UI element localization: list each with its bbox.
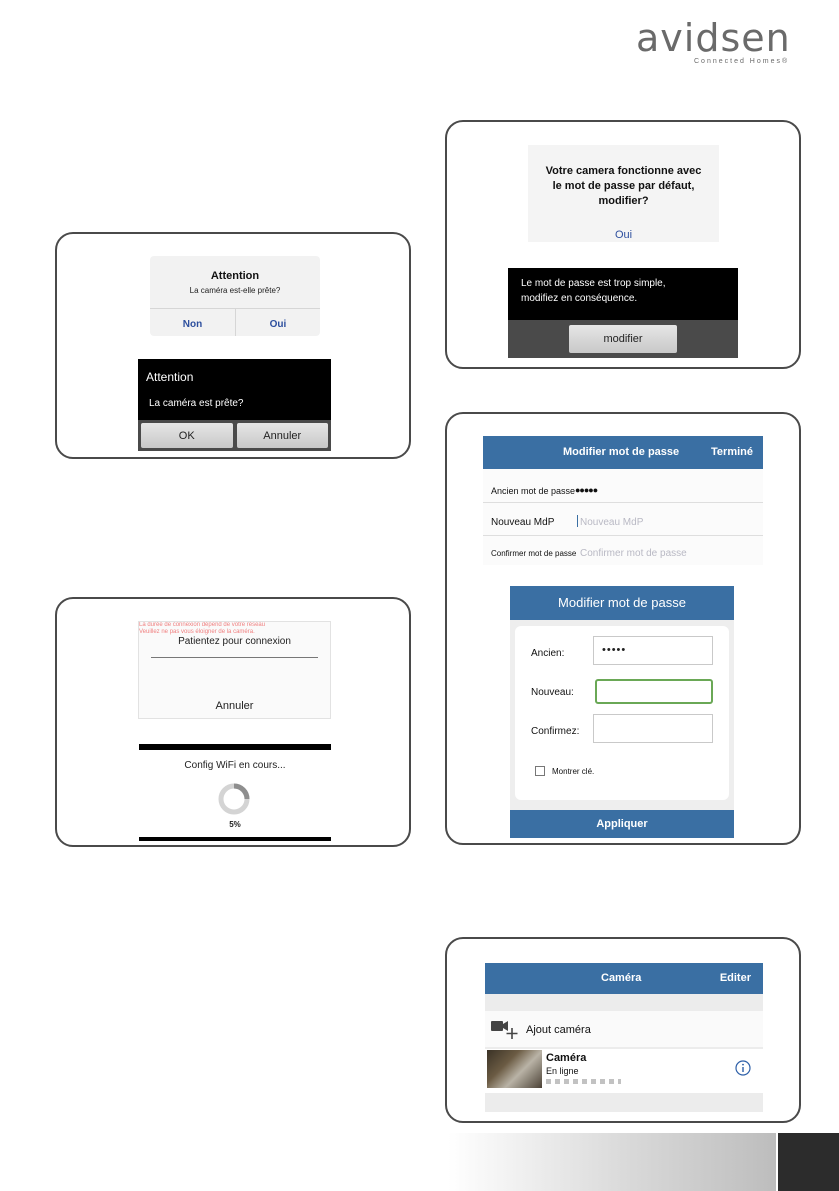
ios-connect-alert xyxy=(138,621,331,719)
ios-connect-faded-line-1: La durée de connexion dépend de votre réseau xyxy=(139,622,266,628)
camera-entry-row[interactable] xyxy=(485,1049,763,1093)
android-wifi-title: Config WiFi en cours... xyxy=(184,760,286,771)
android-old-pwd-label: Ancien: xyxy=(531,648,565,659)
brand-name: avidsen xyxy=(636,16,791,60)
spinner-icon xyxy=(217,782,251,816)
android-change-pwd-title: Modifier mot de passe xyxy=(558,595,686,610)
android-ready-ok-button[interactable]: OK xyxy=(141,423,233,448)
ios-connect-title: Patientez pour connexion xyxy=(178,636,291,647)
ios-connect-progress-line xyxy=(151,657,318,658)
ios-connect-cancel-button[interactable]: Annuler xyxy=(215,700,254,712)
ios-old-pwd-label: Ancien mot de passe xyxy=(491,486,576,496)
ios-new-pwd-input[interactable]: Nouveau MdP xyxy=(580,517,644,528)
ios-change-pwd-form xyxy=(483,469,763,565)
ios-change-pwd-title: Modifier mot de passe xyxy=(563,446,680,458)
android-default-pwd-dialog xyxy=(508,268,738,358)
ios-default-pwd-line-3: modifier? xyxy=(598,195,649,207)
ios-change-pwd-header xyxy=(483,436,763,469)
ios-ready-no-button[interactable]: Non xyxy=(182,319,203,330)
android-default-pwd-buttons xyxy=(508,320,738,358)
ios-row-divider-1 xyxy=(483,502,763,503)
footer-page-tab xyxy=(778,1133,839,1191)
camera-list-edit-button[interactable]: Editer xyxy=(719,972,751,984)
camera-list-header xyxy=(485,963,763,994)
info-icon[interactable] xyxy=(735,1060,751,1076)
ios-default-pwd-line-2: le mot de passe par défaut, xyxy=(552,180,695,192)
camera-signal-icons xyxy=(546,1079,621,1084)
android-ready-message: La caméra est prête? xyxy=(149,398,244,409)
show-key-checkbox[interactable] xyxy=(535,766,545,776)
add-camera-row[interactable] xyxy=(485,1011,763,1047)
panel-change-password xyxy=(445,412,801,845)
android-apply-label: Appliquer xyxy=(596,818,648,830)
android-wifi-progress-label: 5% xyxy=(229,820,241,829)
ios-connect-faded-line-2: Veuillez ne pas vous éloigner de la caméra. xyxy=(139,629,255,635)
ios-ready-alert xyxy=(150,256,320,336)
ios-connect-faded-text xyxy=(139,622,265,636)
android-change-pwd-screen xyxy=(510,586,734,838)
ios-default-pwd-yes-button[interactable]: Oui xyxy=(614,229,633,241)
ios-ready-title: Attention xyxy=(210,270,260,282)
android-default-pwd-line-2: modifiez en conséquence. xyxy=(521,293,638,304)
android-new-pwd-input[interactable] xyxy=(595,679,713,704)
add-camera-icon xyxy=(490,1018,520,1040)
footer-gradient-bar xyxy=(448,1133,776,1191)
brand-tagline: Connected Homes® xyxy=(694,58,790,65)
camera-status: En ligne xyxy=(546,1066,579,1076)
camera-list-body xyxy=(485,994,763,1112)
ios-confirm-pwd-label: Confirmer mot de passe xyxy=(491,549,577,558)
android-new-pwd-label: Nouveau: xyxy=(531,687,574,698)
android-ready-cancel-button[interactable]: Annuler xyxy=(237,423,329,448)
android-change-pwd-card xyxy=(515,626,729,800)
ios-new-pwd-label: Nouveau MdP xyxy=(491,517,555,528)
show-key-label: Montrer clé. xyxy=(552,767,595,776)
android-confirm-pwd-label: Confirmez: xyxy=(531,726,580,737)
android-change-pwd-header xyxy=(510,586,734,620)
android-confirm-pwd-input[interactable] xyxy=(593,714,713,743)
ios-ready-yes-button[interactable]: Oui xyxy=(269,319,287,330)
android-ready-dialog xyxy=(138,359,331,451)
android-old-pwd-input[interactable] xyxy=(593,636,713,665)
android-default-pwd-line-1: Le mot de passe est trop simple, xyxy=(521,278,666,289)
brand-logo xyxy=(636,18,796,70)
android-modify-button[interactable]: modifier xyxy=(569,325,677,353)
panel-camera-list xyxy=(445,937,801,1123)
ios-confirm-pwd-input[interactable]: Confirmer mot de passe xyxy=(580,548,687,559)
camera-name: Caméra xyxy=(546,1052,587,1064)
ios-old-pwd-value[interactable]: ●●●●● xyxy=(575,485,598,495)
ios-change-pwd-done-button[interactable]: Terminé xyxy=(711,446,753,458)
ios-default-pwd-line-1: Votre camera fonctionne avec xyxy=(545,165,702,177)
panel-default-password xyxy=(445,120,801,369)
ios-default-pwd-alert xyxy=(528,145,719,242)
panel-camera-ready xyxy=(55,232,411,459)
android-apply-button[interactable] xyxy=(510,810,734,838)
android-ready-title: Attention xyxy=(146,370,194,384)
android-wifi-dialog xyxy=(139,744,331,841)
ios-ready-message: La caméra est-elle prête? xyxy=(189,286,281,295)
panel-connecting xyxy=(55,597,411,847)
ios-row-divider-2 xyxy=(483,535,763,536)
android-old-pwd-value: ••••• xyxy=(602,644,627,656)
camera-thumbnail xyxy=(487,1050,542,1088)
ios-text-cursor xyxy=(577,515,578,527)
add-camera-label: Ajout caméra xyxy=(526,1024,591,1036)
android-ready-buttons xyxy=(138,420,331,451)
camera-list-title: Caméra xyxy=(601,972,642,984)
